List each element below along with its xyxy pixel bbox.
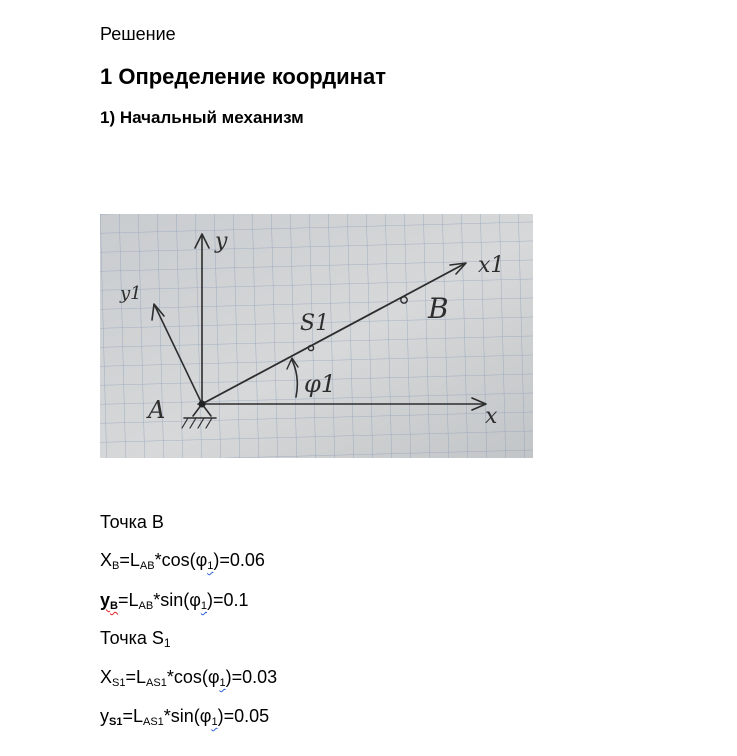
angle-label: φ1	[304, 370, 337, 398]
ys1-fn-sub: 1	[211, 716, 218, 728]
formula-xb	[100, 550, 265, 571]
yb-fn: *sin(φ	[153, 590, 201, 610]
xb-fn-sub: 1	[207, 560, 214, 572]
xb-fn: *cos(φ	[154, 550, 208, 570]
xb-var-sub: B	[112, 560, 120, 572]
ys1-rest: )=0.05	[217, 706, 270, 726]
ys1-eq: =L	[122, 706, 143, 726]
yb-var: y	[100, 590, 111, 610]
subsection-title: 1) Начальный механизм	[100, 108, 304, 127]
section-title: 1 Определение координат	[100, 64, 386, 89]
formula-ys1	[100, 706, 269, 727]
ys1-var-sub: S1	[109, 716, 123, 728]
ys1-l-sub: AS1	[143, 716, 164, 728]
ys1-fn: *sin(φ	[163, 706, 212, 726]
ys1-var: y	[100, 706, 109, 726]
point-a-label: A	[148, 396, 166, 424]
point-s1-label: S1	[300, 311, 330, 336]
xb-l-sub: AB	[139, 560, 155, 572]
xs1-eq: =L	[125, 667, 147, 687]
xs1-var: X	[100, 667, 113, 687]
sketch-figure	[100, 214, 533, 458]
xs1-l-sub: AS1	[146, 677, 167, 689]
y1-axis-label: y1	[120, 283, 142, 304]
xs1-var-sub: S1	[112, 677, 126, 689]
point-s1-title-sub: 1	[163, 636, 171, 650]
xs1-fn-sub: 1	[219, 677, 226, 689]
yb-fn-sub: 1	[200, 600, 207, 612]
y-axis-label: y	[215, 229, 228, 254]
point-b-label: B	[428, 292, 449, 325]
xb-var: X	[100, 550, 113, 570]
yb-rest: )=0.1	[207, 590, 249, 610]
x1-axis-label: x1	[478, 253, 505, 278]
xs1-rest: )=0.03	[225, 667, 278, 687]
solution-label: Решение	[100, 24, 176, 44]
yb-l-sub: AB	[138, 600, 154, 612]
formula-yb	[100, 590, 249, 611]
x-axis-label: x	[485, 404, 498, 429]
point-b-title: Точка B	[100, 512, 164, 532]
formula-xs1	[100, 667, 277, 688]
xb-eq: =L	[119, 550, 140, 570]
mechanism-sketch-photo	[100, 214, 533, 458]
yb-var-sub: B	[110, 600, 118, 612]
yb-eq: =L	[117, 590, 139, 610]
xb-rest: )=0.06	[213, 550, 265, 570]
point-s1-title-text: Точка S	[100, 628, 164, 648]
point-s1-title	[100, 628, 171, 649]
xs1-fn: *cos(φ	[166, 667, 220, 687]
